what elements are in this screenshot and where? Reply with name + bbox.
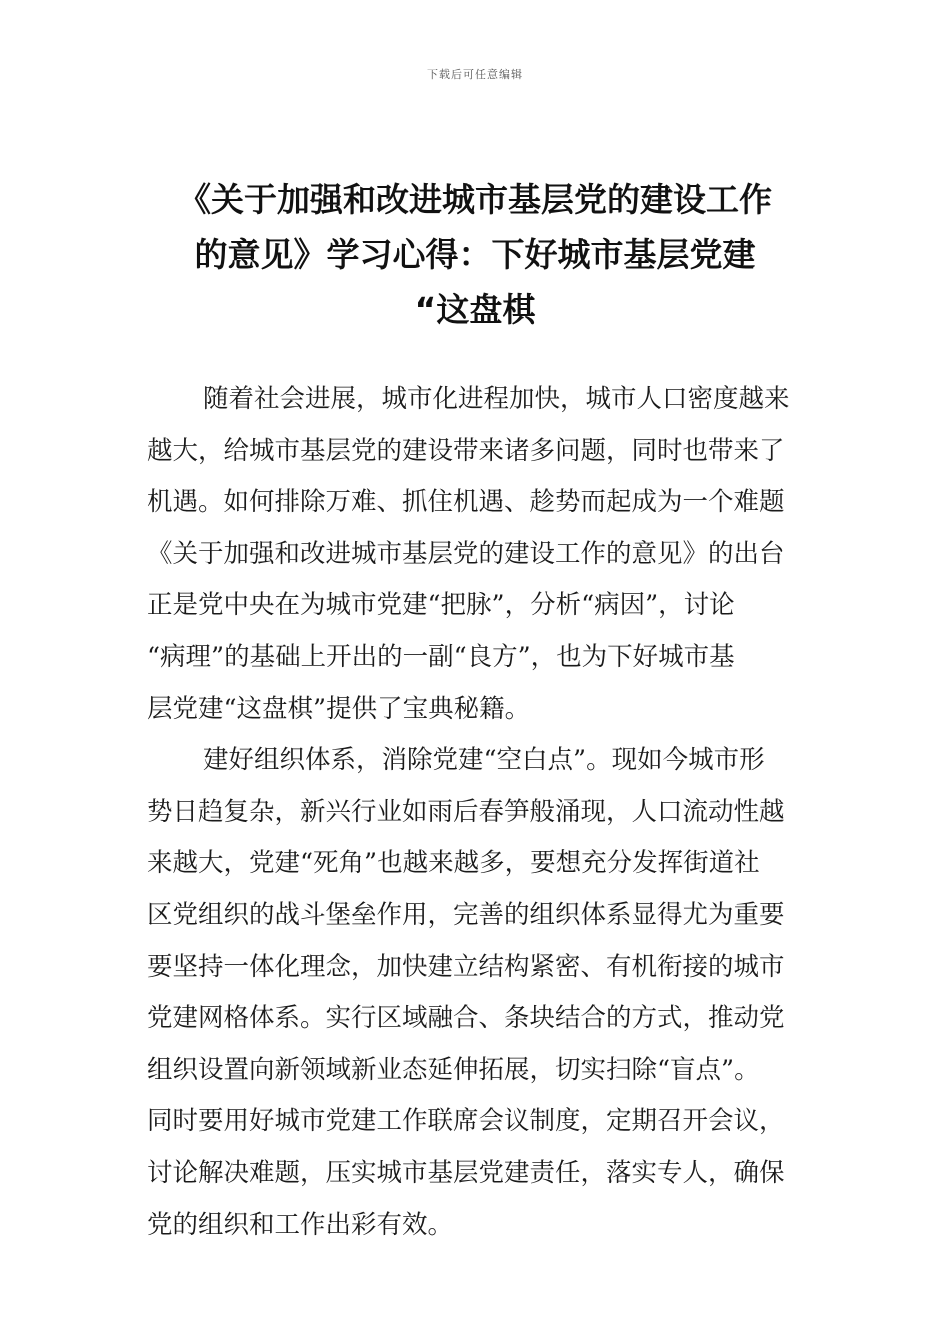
paragraph-2-line-4: 区党组织的战斗堡垒作用，完善的组织体系显得尤为重要 xyxy=(147,899,785,930)
title-line-3: “这盘棋 xyxy=(414,290,536,329)
paragraph-2-line-8: 同时要用好城市党建工作联席会议制度，定期召开会议， xyxy=(147,1106,785,1137)
paragraph-1-line-6: “病理”的基础上开出的一副“良方”，也为下好城市基 xyxy=(147,641,735,672)
paragraph-1-line-5: 正是党中央在为城市党建“把脉”，分析“病因”，讨论 xyxy=(147,590,735,621)
paragraph-1-line-3: 机遇。如何排除万难、抓住机遇、趁势而起成为一个难题 xyxy=(147,487,785,518)
paragraph-1-line-7: 层党建“这盘棋”提供了宝典秘籍。 xyxy=(147,693,531,724)
paragraph-2-line-6: 党建网格体系。实行区域融合、条块结合的方式，推动党 xyxy=(147,1003,785,1034)
paragraph-2-line-3: 来越大，党建“死角”也越来越多，要想充分发挥街道社 xyxy=(147,848,760,879)
paragraph-1-line-1: 随着社会进展，城市化进程加快，城市人口密度越来 xyxy=(203,384,790,414)
title-line-1: 《关于加强和改进城市基层党的建设工作 xyxy=(178,180,772,219)
document-title xyxy=(140,172,810,337)
paragraph-1-line-4: 《关于加强和改进城市基层党的建设工作的意见》的出台 xyxy=(147,538,785,569)
paragraph-2-line-2: 势日趋复杂，新兴行业如雨后春笋般涌现，人口流动性越 xyxy=(147,796,785,827)
title-line-2: 的意见》学习心得：下好城市基层党建 xyxy=(194,235,756,274)
paragraph-2-line-10: 党的组织和工作出彩有效。 xyxy=(147,1209,454,1240)
paragraph-2-line-5: 要坚持一体化理念，加快建立结构紧密、有机衔接的城市 xyxy=(147,951,785,982)
paragraph-2-line-1: 建好组织体系，消除党建“空白点”。现如今城市形 xyxy=(203,745,765,776)
body-text xyxy=(147,374,813,1251)
header-note: 下载后可任意编辑 xyxy=(427,68,523,81)
paragraph-2-line-9: 讨论解决难题，压实城市基层党建责任，落实专人，确保 xyxy=(147,1157,785,1188)
paragraph-2-line-7: 组织设置向新领域新业态延伸拓展，切实扫除“盲点”。 xyxy=(147,1054,760,1085)
paragraph-1-line-2: 越大，给城市基层党的建设带来诸多问题，同时也带来了 xyxy=(147,435,785,466)
